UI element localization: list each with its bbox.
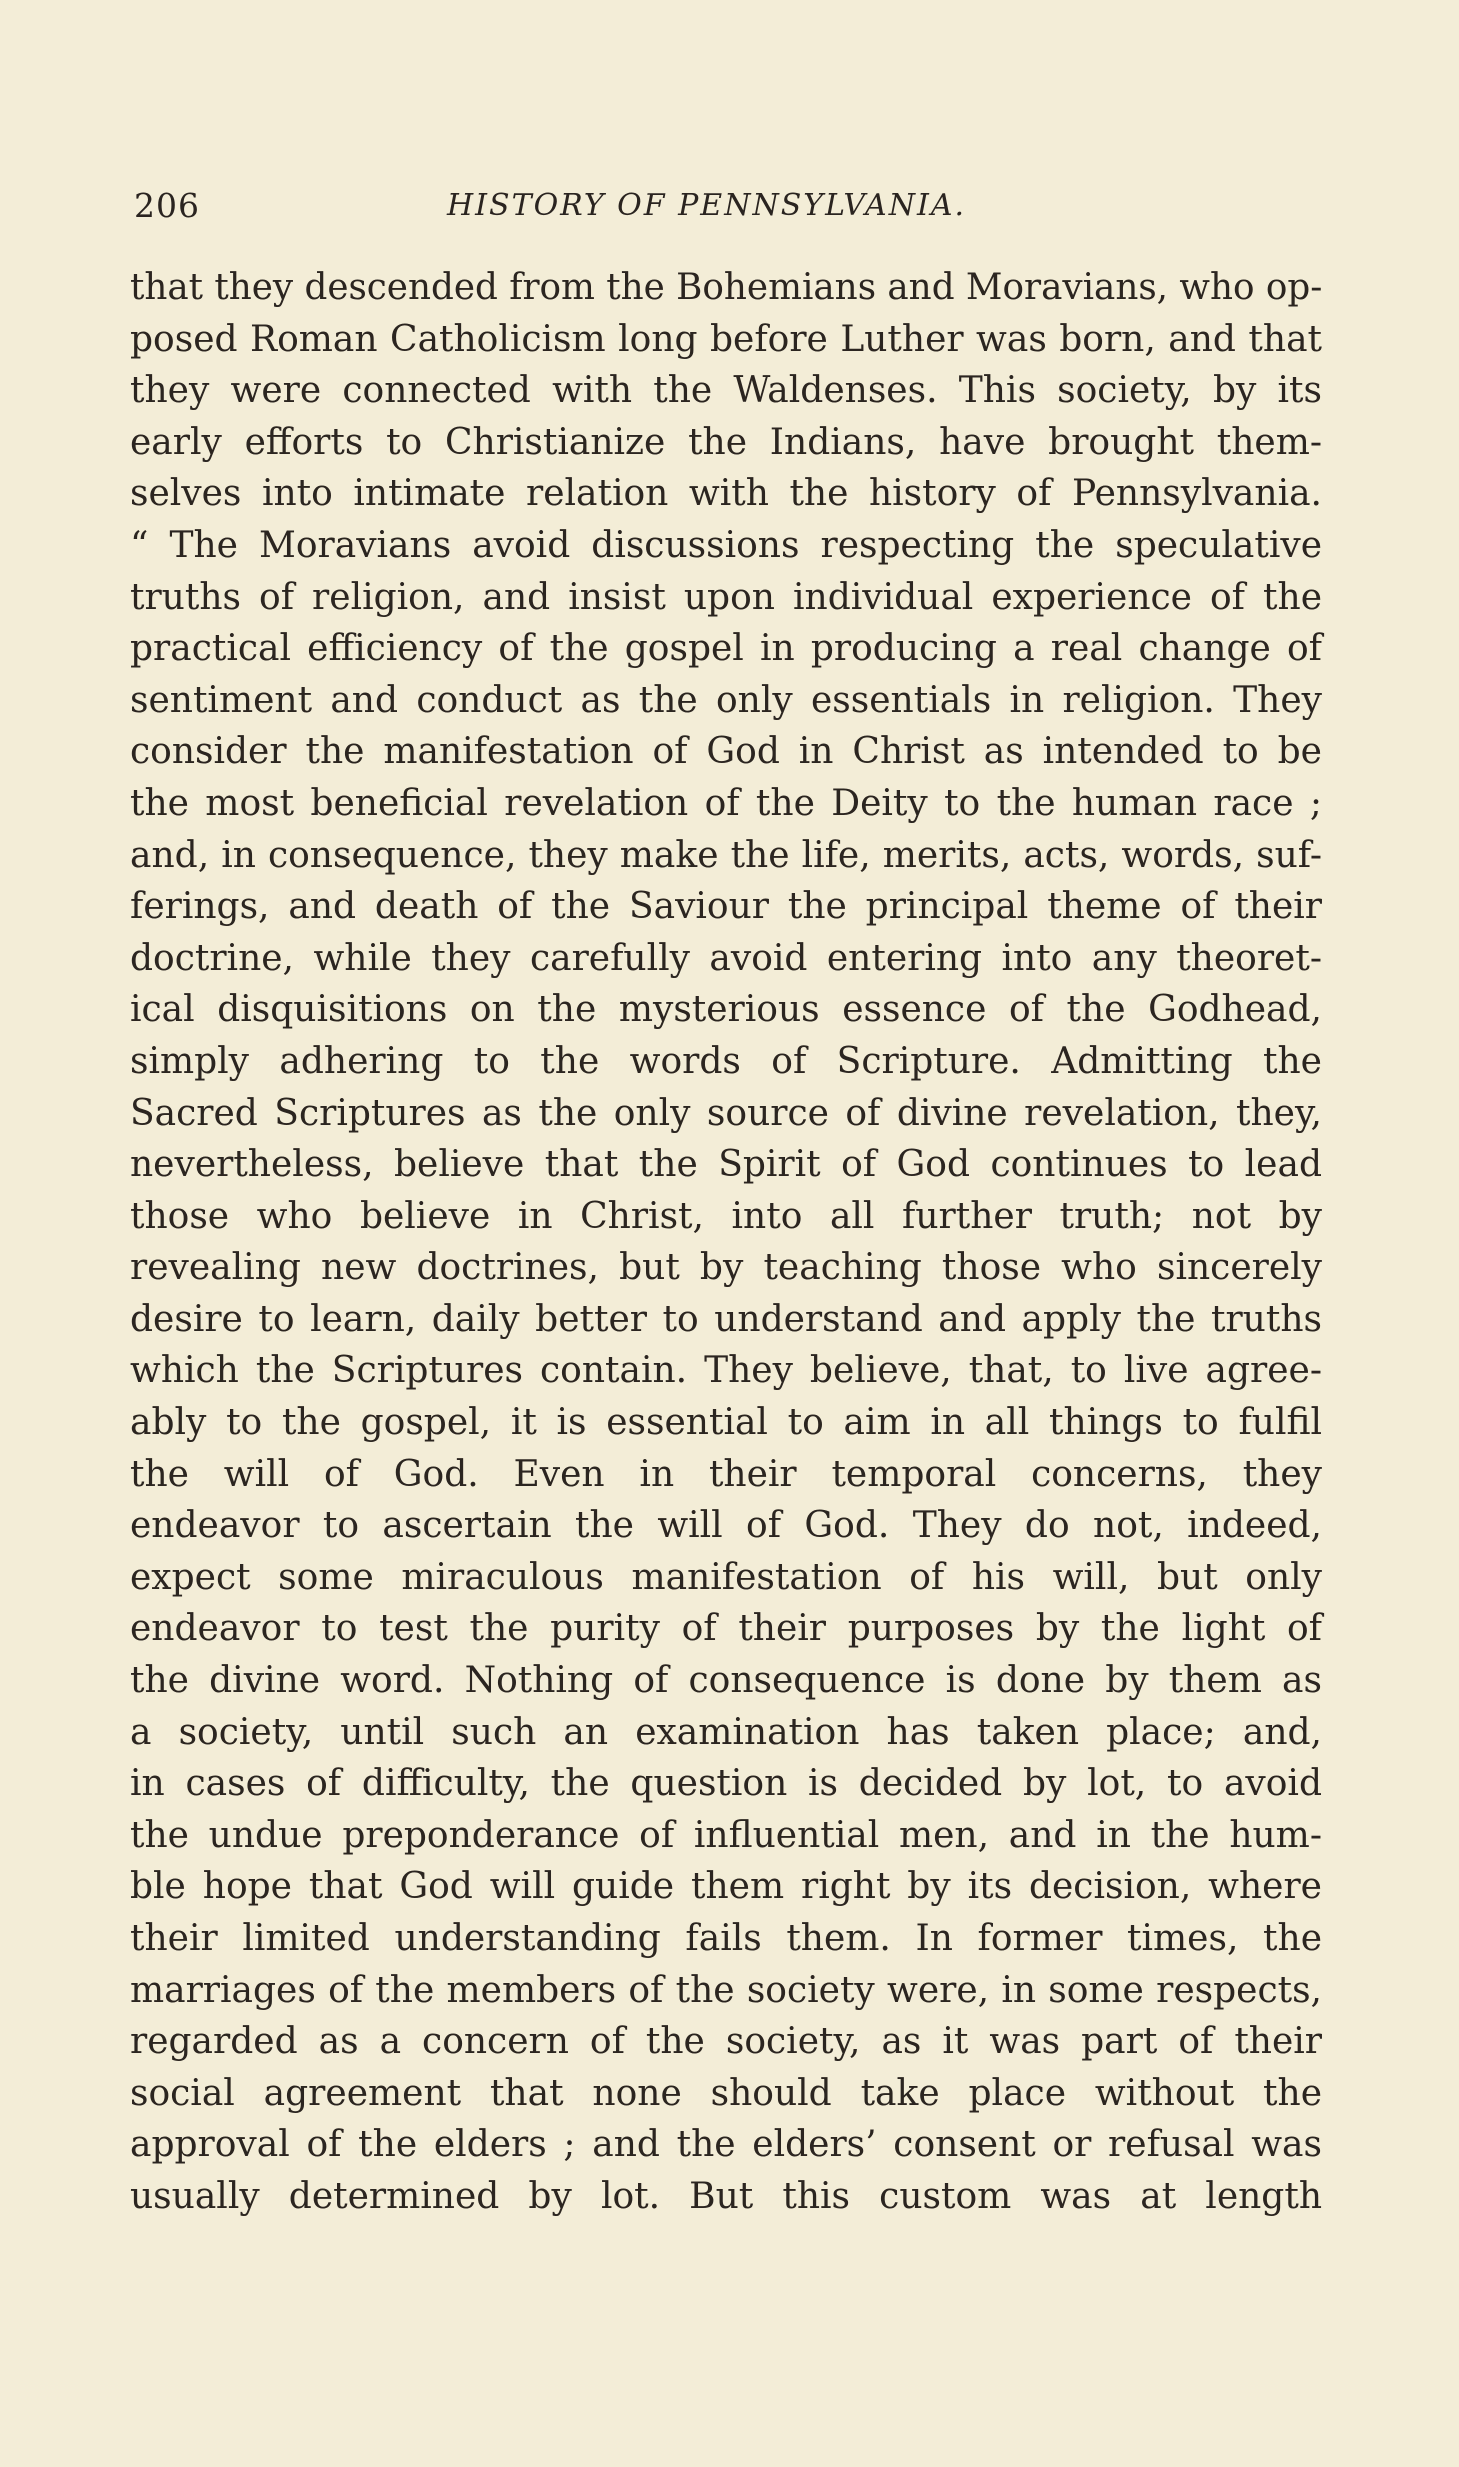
text-line: selves into intimate relation with the history of Pennsylvania. [130,473,1322,515]
text-line: nevertheless, believe that the Spirit of God continues to lead [130,1144,1322,1186]
text-line: revealing new doctrines, but by teaching those who sincerely [130,1247,1322,1289]
page-number: 206 [134,186,200,225]
text-line: social agreement that none should take place without the [130,2072,1322,2114]
running-title: HISTORY OF PENNSYLVANIA. [447,188,967,223]
text-line: expect some miraculous manifestation of his will, but only [130,1556,1322,1598]
running-head [134,186,1324,234]
text-line: the divine word. Nothing of consequence is done by them as [130,1660,1322,1702]
text-line: ical disquisitions on the mysterious essence of the Godhead, [130,989,1322,1031]
text-line: approval of the elders ; and the elders’ consent or refusal was [130,2124,1322,2166]
text-line: doctrine, while they carefully avoid entering into any theoret- [130,937,1322,979]
text-line: posed Roman Catholicism long before Luther was born, and that [130,318,1322,360]
text-line: consider the manifestation of God in Christ as intended to be [130,731,1322,773]
text-line: desire to learn, daily better to understand and apply the truths [130,1298,1322,1340]
text-line: ferings, and death of the Saviour the principal theme of their [130,886,1322,928]
body-text [130,262,1322,2223]
text-line: usually determined by lot. But this custom was at length [130,2175,1322,2217]
text-line: ably to the gospel, it is essential to aim in all things to fulfil [130,1402,1322,1444]
text-line: the most beneficial revelation of the Deity to the human race ; [130,782,1322,824]
text-line: “ The Moravians avoid discussions respecting the speculative [130,524,1322,566]
text-line: a society, until such an examination has taken place; and, [130,1711,1322,1753]
text-line: which the Scriptures contain. They believe, that, to live agree- [130,1350,1322,1392]
text-line: marriages of the members of the society were, in some respects, [130,1969,1322,2011]
text-line: those who believe in Christ, into all further truth; not by [130,1195,1322,1237]
text-line: Sacred Scriptures as the only source of divine revelation, they, [130,1092,1322,1134]
text-line: truths of religion, and insist upon individual experience of the [130,576,1322,618]
text-line: in cases of difficulty, the question is decided by lot, to avoid [130,1763,1322,1805]
text-line: regarded as a concern of the society, as it was part of their [130,2021,1322,2063]
text-line: endeavor to ascertain the will of God. They do not, indeed, [130,1505,1322,1547]
text-line: simply adhering to the words of Scripture. Admitting the [130,1040,1322,1082]
text-line: early efforts to Christianize the Indians, have brought them- [130,421,1322,463]
text-line: their limited understanding fails them. In former times, the [130,1918,1322,1959]
text-line: they were connected with the Waldenses. This society, by its [130,370,1322,412]
text-line: that they descended from the Bohemians and Moravians, who op- [130,267,1323,308]
text-line: endeavor to test the purity of their purposes by the light of [130,1608,1322,1650]
text-line: ble hope that God will guide them right by its decision, where [130,1866,1322,1908]
text-line: the will of God. Even in their temporal concerns, they [130,1453,1322,1495]
text-line: sentiment and conduct as the only essentials in religion. They [130,679,1322,721]
text-line: practical efficiency of the gospel in producing a real change of [130,628,1322,670]
text-line: and, in consequence, they make the life, merits, acts, words, suf- [130,834,1322,876]
text-line: the undue preponderance of influential men, and in the hum- [130,1814,1322,1856]
